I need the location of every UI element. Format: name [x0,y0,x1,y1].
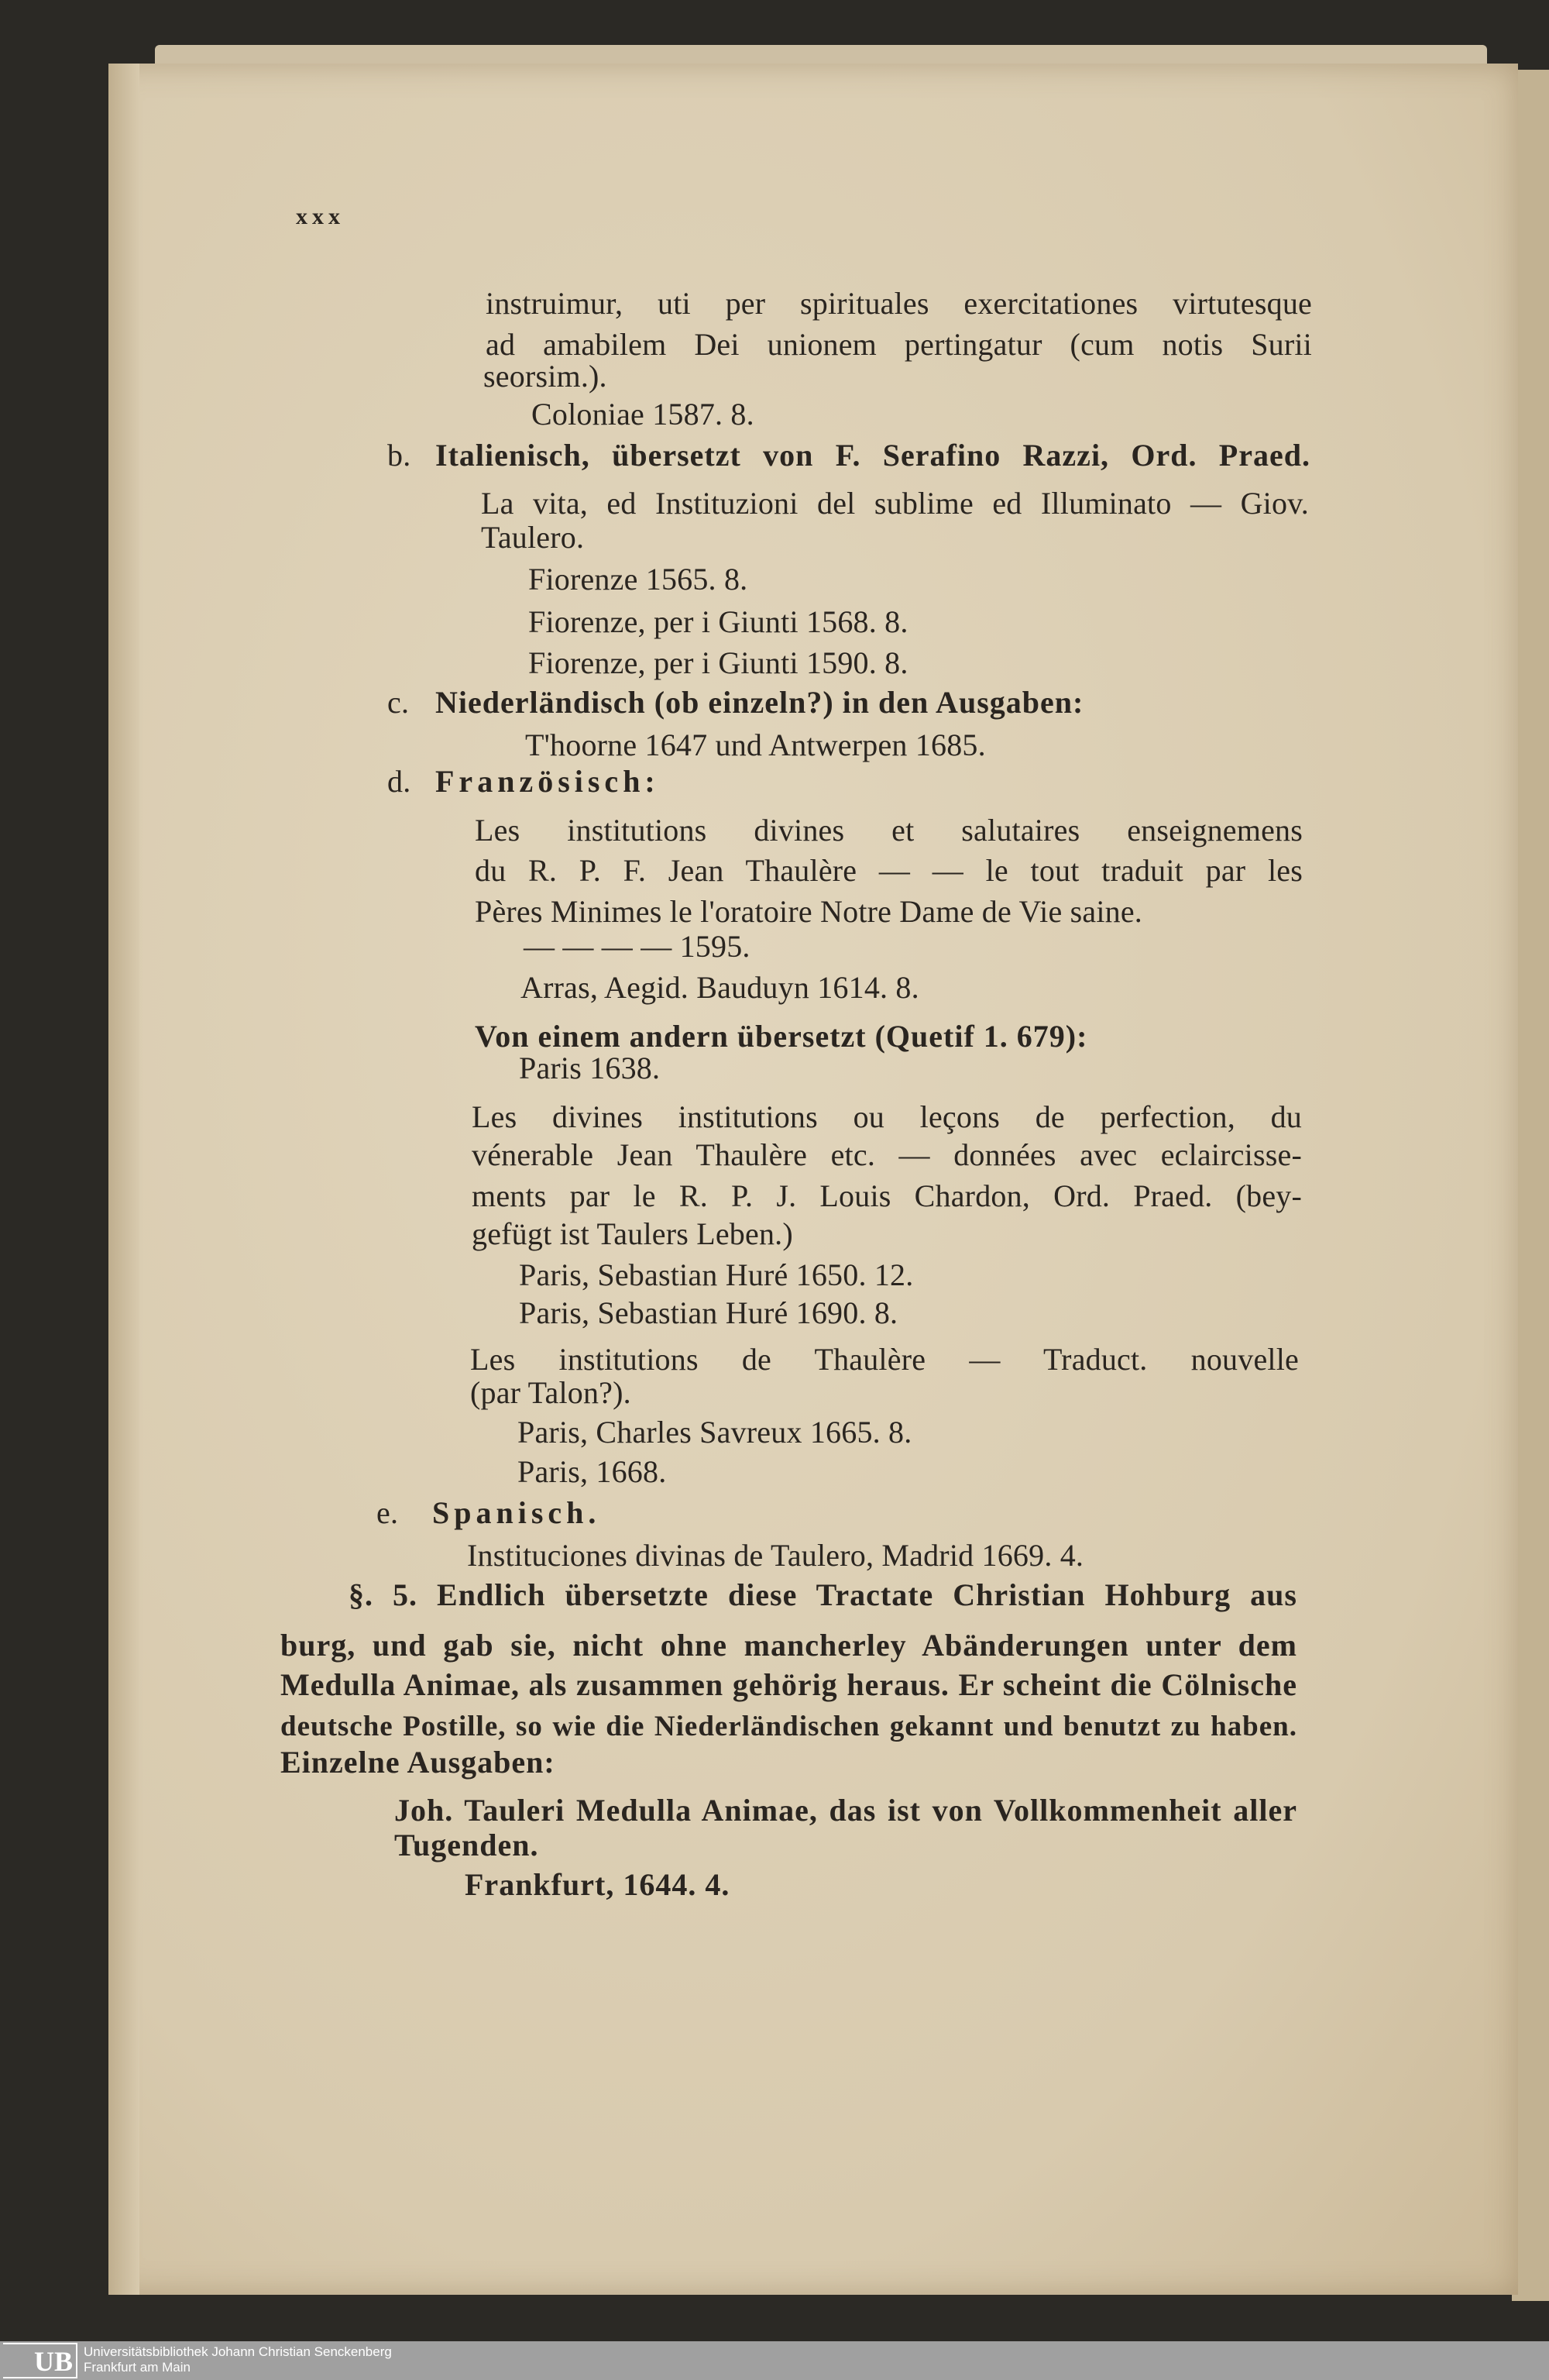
paragraph-5-line: Medulla Animae, als zusammen gehörig heraus. Er scheint die Cölnische [280,1667,1297,1702]
text-line: T'hoorne 1647 und Antwerpen 1685. [525,727,986,762]
page-number: xxx [296,204,345,229]
heading-dutch: Niederländisch (ob einzeln?) in den Ausgaben: [435,685,1084,720]
text-line: — — — — 1595. [524,929,750,964]
text-line: Fiorenze 1565. 8. [528,562,748,597]
text-line: vénerable Jean Thaulère etc. — données avec eclaircisse- [472,1137,1302,1172]
text-line: Les divines institutions ou leçons de perfection, du [472,1099,1302,1134]
text-line: Fiorenze, per i Giunti 1590. 8. [528,645,908,680]
text-line: Coloniae 1587. 8. [531,397,754,432]
text-line: Fiorenze, per i Giunti 1568. 8. [528,604,908,639]
text-line: (par Talon?). [470,1375,631,1410]
text-line: Taulero. [481,520,585,555]
library-footer-bar [0,2341,1549,2380]
paragraph-5-line: Einzelne Ausgaben: [280,1745,555,1780]
text-line: instruimur, uti per spirituales exercitationes virtutesque [486,286,1312,321]
text-line: seorsim.). [483,359,607,394]
paragraph-5-line: deutsche Postille, so wie die Niederländischen gekannt und benutzt zu haben. [280,1711,1297,1742]
section-label-c: c. [387,685,410,720]
section-label-d: d. [387,764,411,799]
text-line: Arras, Aegid. Bauduyn 1614. 8. [520,970,919,1005]
text-line: Les institutions divines et salutaires enseignemens [475,813,1303,848]
page-gutter-shadow [108,64,139,2295]
text-line: Paris, 1668. [517,1454,667,1489]
ub-logo: UB [3,2343,77,2378]
text-line: Pères Minimes le l'oratoire Notre Dame de Vie saine. [475,894,1142,929]
text-line: gefügt ist Taulers Leben.) [472,1216,793,1251]
heading-spanish: Spanisch. [432,1495,601,1530]
text-line: Joh. Tauleri Medulla Animae, das ist von Vollkommenheit aller [394,1793,1297,1828]
section-label-e: e. [376,1495,399,1530]
text-line: ments par le R. P. J. Louis Chardon, Ord. Praed. (bey- [472,1178,1302,1213]
library-name: Universitätsbibliothek Johann Christian Senckenberg [84,2344,392,2359]
text-line: Tugenden. [394,1828,539,1862]
text-line: du R. P. F. Jean Thaulère — — le tout traduit par les [475,853,1303,888]
heading-italian: Italienisch, übersetzt von F. Serafino Razzi, Ord. Praed. [435,438,1310,473]
text-line: La vita, ed Instituzioni del sublime ed Illuminato — Giov. [481,486,1309,521]
text-line: Paris, Sebastian Huré 1690. 8. [519,1295,898,1330]
text-line: Les institutions de Thaulère — Traduct. nouvelle [470,1342,1299,1377]
text-line: Von einem andern übersetzt (Quetif 1. 679): [475,1019,1088,1054]
text-line: Instituciones divinas de Taulero, Madrid 1669. 4. [467,1538,1084,1573]
library-city: Frankfurt am Main [84,2360,191,2375]
text-line: Paris, Sebastian Huré 1650. 12. [519,1257,914,1292]
paragraph-5-line: burg, und gab sie, nicht ohne mancherley Abänderungen unter dem [280,1628,1297,1663]
heading-french: Französisch: [435,764,660,799]
text-line: Frankfurt, 1644. 4. [465,1867,730,1902]
text-line: Paris 1638. [519,1051,661,1085]
section-label-b: b. [387,438,411,473]
text-line: Paris, Charles Savreux 1665. 8. [517,1415,912,1450]
paragraph-5-line: §. 5. Endlich übersetzte diese Tractate Christian Hohburg aus [349,1577,1297,1612]
text-line: ad amabilem Dei unionem pertingatur (cum notis Surii [486,327,1312,362]
